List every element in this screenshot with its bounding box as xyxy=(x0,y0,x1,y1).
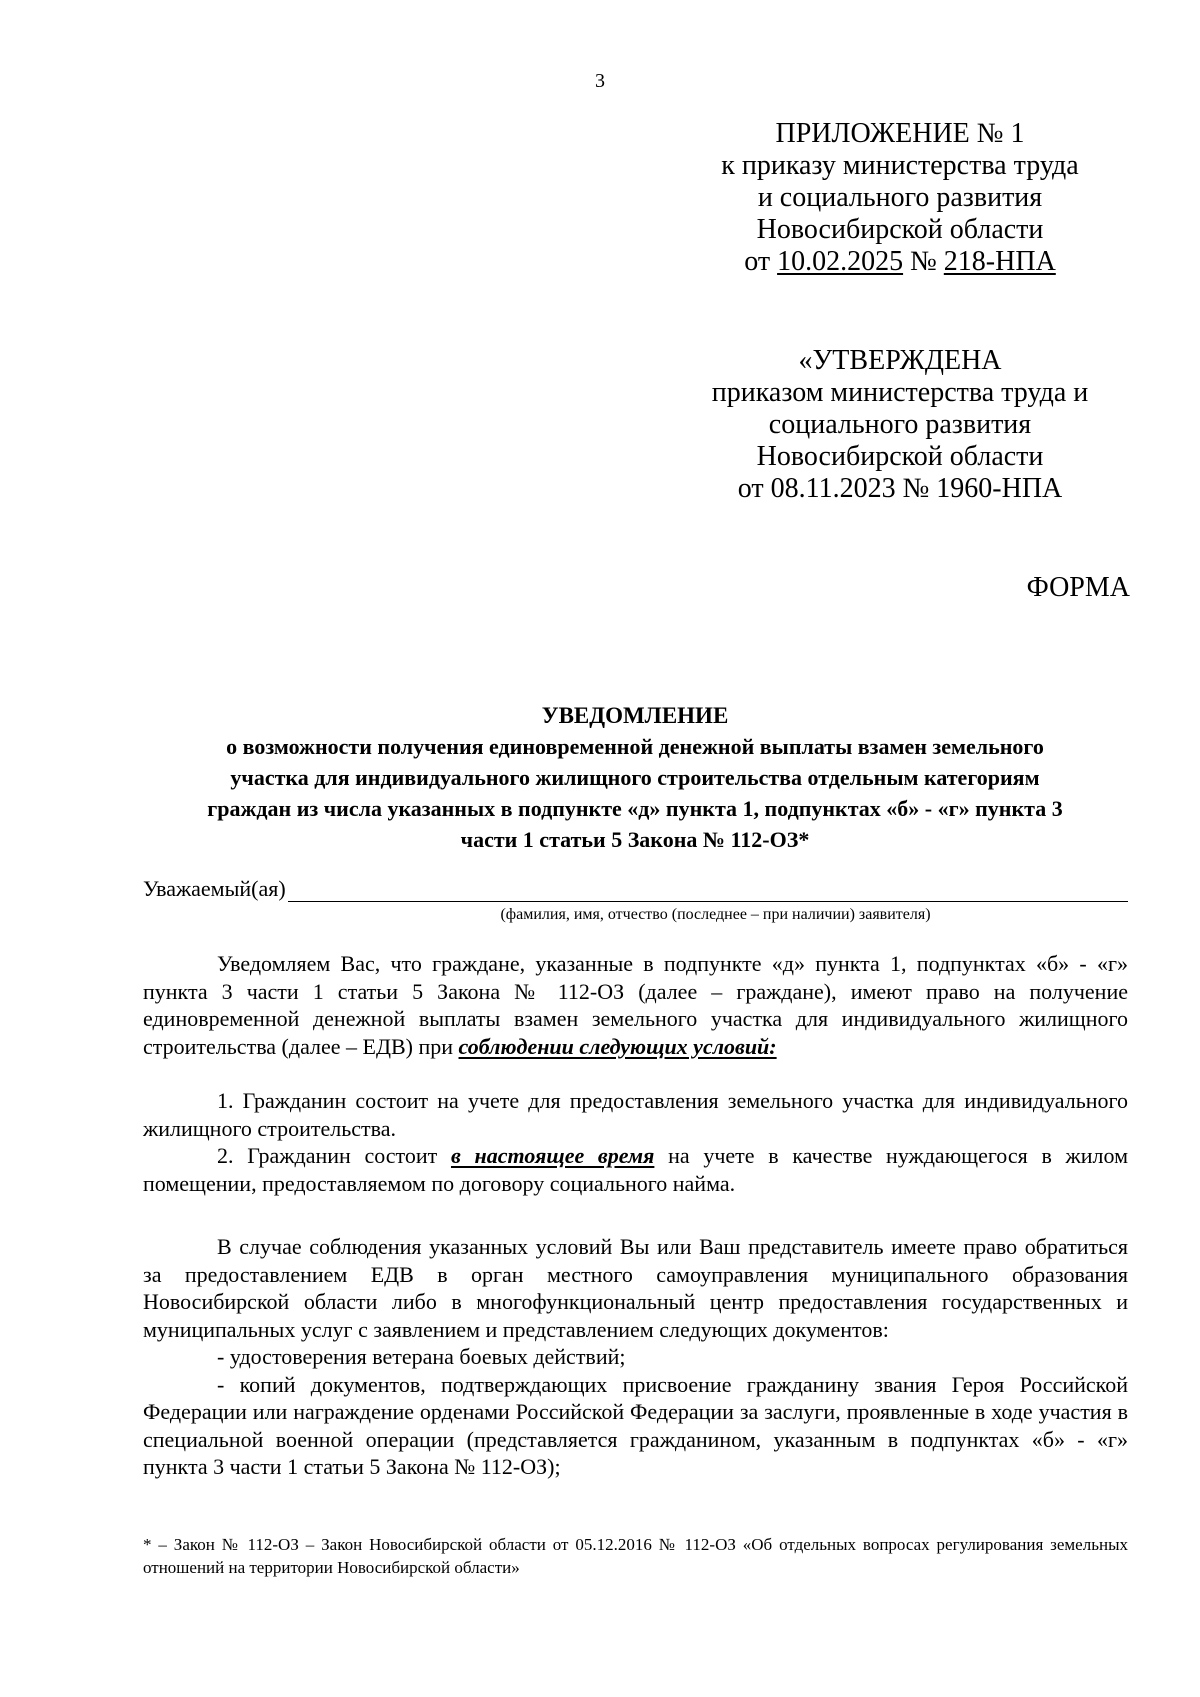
title-main: УВЕДОМЛЕНИЕ xyxy=(541,703,729,728)
appendix-line-3: и социального развития xyxy=(757,182,1043,213)
title-line-1: о возможности получения единовременной денежной выплаты взамен земельного xyxy=(226,734,1044,759)
appendix-line-5 xyxy=(690,246,1110,278)
appendix-no-sign: № xyxy=(903,246,944,277)
condition-2 xyxy=(143,1142,1128,1197)
appendix-line-4: Новосибирской области xyxy=(756,214,1044,245)
form-label: ФОРМА xyxy=(1026,572,1130,603)
approved-line-4: Новосибирской области xyxy=(756,441,1044,472)
approved-line-2: приказом министерства труда и xyxy=(711,377,1089,408)
condition-1: 1. Гражданин состоит на учете для предоставления земельного участка для индивидуального жилищного строительства. xyxy=(143,1088,1128,1141)
title-line-3: граждан из числа указанных в подпункте «д» пункта 1, подпунктах «б» - «г» пункта 3 xyxy=(207,796,1063,821)
recipient-name-hint: (фамилия, имя, отчество (последнее – при наличии) заявителя) xyxy=(500,906,931,923)
condition-2-text-b: на учете в качестве нуждающегося в жилом помещении, предоставляемом по договору социального найма. xyxy=(143,1143,1128,1196)
appendix-from: от xyxy=(744,246,778,277)
greeting-label: Уважаемый(ая) xyxy=(143,876,286,901)
conditions-list xyxy=(143,1087,1128,1197)
documents-section xyxy=(143,1233,1128,1481)
intro-emphasis: соблюдении следующих условий: xyxy=(458,1033,777,1059)
document-item-1: - удостоверения ветерана боевых действий; xyxy=(217,1344,626,1369)
appendix-line-1: ПРИЛОЖЕНИЕ № 1 xyxy=(775,118,1025,149)
condition-2-text-a: 2. Гражданин состоит xyxy=(217,1143,451,1168)
title-line-4: части 1 статьи 5 Закона № 112-ОЗ* xyxy=(460,827,810,852)
recipient-name-line xyxy=(288,875,1128,902)
page-number: 3 xyxy=(595,70,605,92)
condition-2-emphasis: в настоящее время xyxy=(450,1143,655,1168)
documents-intro: В случае соблюдения указанных условий Вы или Ваш представитель имеете право обратиться за предоставлением ЕДВ в орган местного самоуправления муниципального образования Новосибирской области либо в многофункциональный центр предоставления государственных и муниципальных услуг с заявлением и представлением следующих документов: xyxy=(143,1234,1128,1342)
greeting-row xyxy=(143,875,1128,902)
document-item-2: - копий документов, подтверждающих присвоение гражданину звания Героя Российской Федерации или награждение орденами Российской Федерации за заслуги, проявленные в ходе участия в специальной военной операции (представляется гражданином, указанным в подпунктах «б» - «г» пункта 3 части 1 статьи 5 Закона № 112-ОЗ); xyxy=(143,1371,1128,1479)
appendix-number: 218-НПА xyxy=(943,246,1056,277)
appendix-date: 10.02.2025 xyxy=(777,246,904,277)
appendix-header xyxy=(690,118,1110,278)
approved-line-5: от 08.11.2023 № 1960-НПА xyxy=(737,473,1063,504)
document-title xyxy=(140,700,1130,855)
appendix-line-2: к приказу министерства труда xyxy=(721,150,1079,181)
intro-paragraph xyxy=(143,950,1128,1060)
approved-line-3: социального развития xyxy=(768,409,1032,440)
footnote: * – Закон № 112-ОЗ – Закон Новосибирской области от 05.12.2016 № 112-ОЗ «Об отдельных вопросах регулирования земельных отношений на территории Новосибирской области» xyxy=(143,1535,1128,1577)
title-line-2: участка для индивидуального жилищного строительства отдельным категориям xyxy=(230,765,1040,790)
intro-text: Уведомляем Вас, что граждане, указанные в подпункте «д» пункта 1, подпунктах «б» - «г» пункта 3 части 1 статьи 5 Закона № 112-ОЗ (далее – граждане), имеют право на получение единовременной денежной выплаты взамен земельного участка для индивидуального жилищного строительства (далее – ЕДВ) при xyxy=(143,951,1128,1059)
approved-line-1: «УТВЕРЖДЕНА xyxy=(798,345,1002,376)
approved-header xyxy=(690,345,1110,505)
